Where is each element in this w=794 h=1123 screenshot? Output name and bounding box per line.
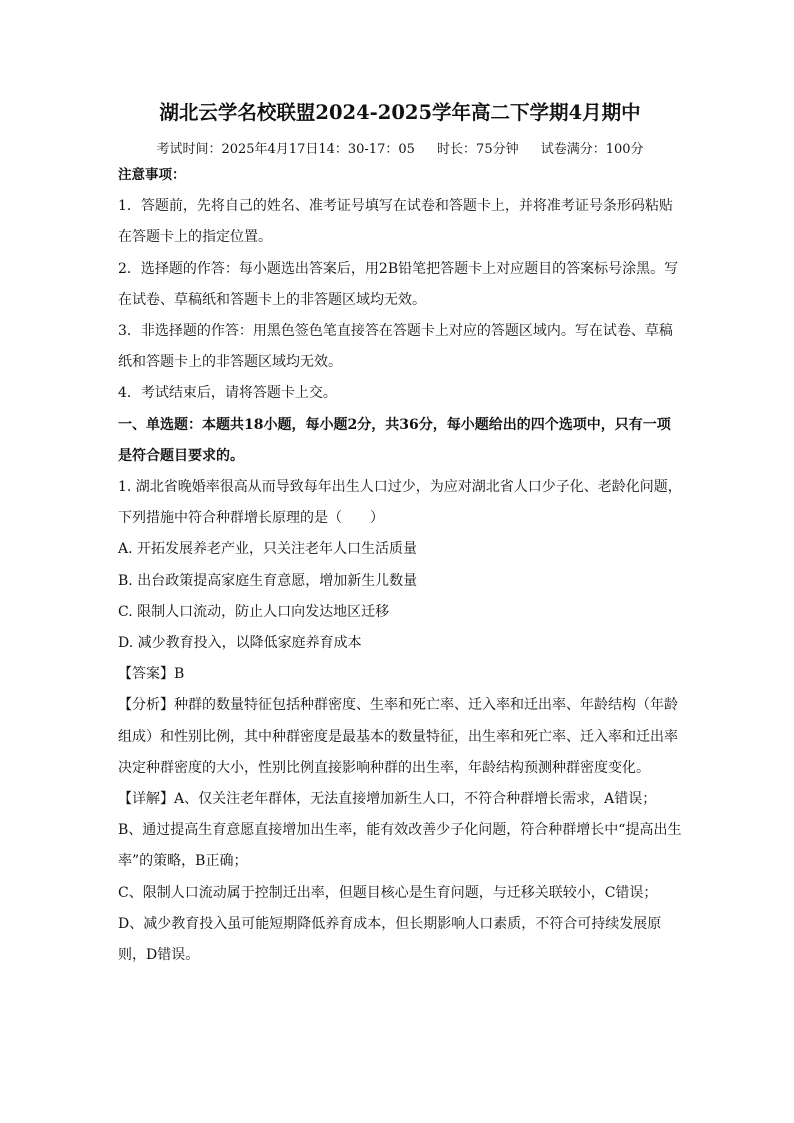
notice-item-3: 3．非选择题的作答：用黑色签色笔直接答在答题卡上对应的答题区域内。写在试卷、草稿纸和答题卡上的非答题区域均无效。: [118, 323, 673, 371]
exam-score: 试卷满分：100分: [540, 142, 644, 157]
detail-d: D、减少教育投入虽可能短期降低养育成本，但长期影响人口素质，不符合可持续发展原则，D错误。: [118, 915, 662, 964]
answer: 【答案】B: [118, 666, 185, 683]
detail-b: B、通过提高生育意愿直接增加出生率，能有效改善少子化问题，符合种群增长中“提高出生率”的策略，B正确；: [118, 822, 682, 870]
notice-item-4: 4．考试结束后，请将答题卡上交。: [118, 385, 337, 402]
question-stem: 1. 湖北省晚婚率很高从而导致每年出生人口过少，为应对湖北省人口少子化、老龄化问题，下列措施中符合种群增长原理的是（ ）: [118, 479, 682, 527]
exam-title: 湖北云学名校联盟2024-2025学年高二下学期4月期中: [159, 101, 641, 124]
section-heading: 一、单选题：本题共18小题，每小题2分，共36分，每小题给出的四个选项中，只有一项是符合题目要求的。: [118, 416, 671, 464]
notice-heading: 注意事项：: [118, 167, 186, 183]
notice-item-2: 2．选择题的作答：每小题选出答案后，用2B铅笔把答题卡上对应题目的答案标号涂黑。写在试卷、草稿纸和答题卡上的非答题区域均无效。: [118, 260, 679, 308]
option-a: A. 开拓发展养老产业，只关注老年人口生活质量: [118, 541, 418, 558]
notice-section: [118, 160, 682, 971]
detail-c: C、限制人口流动属于控制迁出率，但题目核心是生育问题，与迁移关联较小，C错误；: [118, 884, 658, 901]
option-b: B. 出台政策提高家庭生育意愿，增加新生儿数量: [118, 572, 418, 589]
notice-item-1: 1．答题前，先将自己的姓名、准考证号填写在试卷和答题卡上，并将准考证号条形码粘贴在答题卡上的指定位置。: [118, 198, 673, 246]
option-c: C. 限制人口流动，防止人口向发达地区迁移: [118, 603, 390, 620]
exam-duration: 时长：75分钟: [437, 142, 519, 157]
exam-meta: [118, 140, 682, 160]
exam-time: 考试时间：2025年4月17日14：30-17：05: [156, 142, 415, 157]
analysis: 【分析】种群的数量特征包括种群密度、生率和死亡率、迁入率和迁出率、年龄结构（年龄组成）和性别比例，其中种群密度是最基本的数量特征，出生率和死亡率、迁入率和迁出率决定种群密度的大小，性别比例直接影响种群的出生率，年龄结构预测种群密度变化。: [118, 697, 678, 776]
detail-a: 【详解】A、仅关注老年群体，无法直接增加新生人口，不符合种群增长需求，A错误；: [118, 791, 657, 808]
option-d: D. 减少教育投入，以降低家庭养育成本: [118, 635, 362, 652]
